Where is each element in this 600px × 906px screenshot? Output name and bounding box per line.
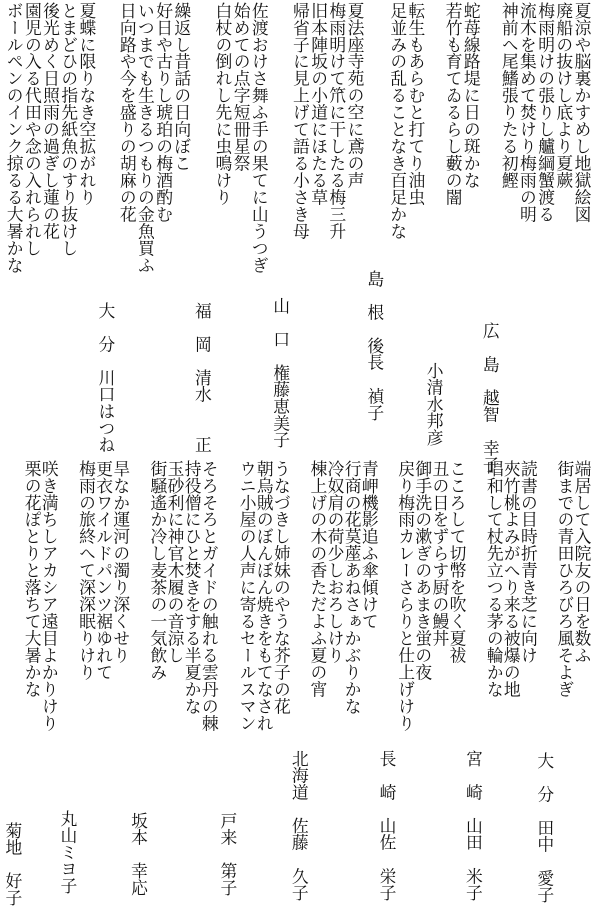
author-name: 長 崎 山佐 栄子: [377, 750, 398, 902]
author-name: 丸山ミヨ子: [57, 810, 78, 894]
haiku-text: 流木を集めて焚けり梅雨の明: [517, 2, 538, 223]
haiku-text: 街までの青田ひろびろ風そよぎ: [554, 460, 575, 698]
haiku-text: 唱和して杖先立つる茅の輪かな: [484, 460, 505, 698]
haiku-text: 佐渡おけさ舞ふ手の果てに山うつぎ: [249, 2, 270, 274]
author-name: 大 分 田中 愛子: [534, 752, 555, 904]
haiku-text: 白杖の倒れし先に虫鳴けり: [212, 2, 233, 206]
haiku-text: 好日や古りし琥珀の梅酒酌む: [153, 2, 174, 223]
haiku-text: 端居して入院友の日を数ふ: [572, 460, 592, 664]
author-name: 広 島 越智 幸子: [480, 322, 501, 474]
haiku-text: 夏涼や脳裏かすめし地獄絵図: [572, 2, 592, 223]
haiku-text: 梅雨明けて笊に干したる梅三升: [326, 2, 347, 240]
haiku-text: いつまでも生きるつもりの金魚買ふ: [135, 2, 156, 274]
author-name: 戸来 第子: [217, 812, 238, 896]
author-name: 宮 崎 山田 米子: [463, 750, 484, 902]
haiku-text: 朝烏賊のぼんぼん焼きをもてなされ: [254, 460, 275, 732]
haiku-text: 廃船の抜けし底より夏蕨: [553, 2, 574, 189]
haiku-text: 咲き満ちしアカシア遠目よかりけり: [39, 460, 60, 732]
haiku-text: 日向路や今を盛りの胡麻の花: [117, 2, 138, 223]
haiku-text: ウニ小屋の人声に寄るセールスマン: [237, 460, 258, 732]
author-name: 福 岡 清水 正: [192, 302, 213, 454]
haiku-text: 繰返し昔話の日向ぼこ: [171, 2, 192, 172]
author-name: 坂本 幸応: [128, 812, 149, 896]
haiku-text: 神前へ尾鰭張りたる初鰹: [499, 2, 520, 189]
author-name: 島 根 後長 禎子: [364, 270, 385, 422]
haiku-text: 丑の日をずらす厨の鰻丼: [429, 460, 450, 647]
haiku-text: 夏法座寺苑の空に鳶の声: [345, 2, 366, 189]
author-name: 北海道 佐藤 久子: [289, 750, 310, 902]
haiku-text: そろそろとガイドの触れる雲丹の棘: [199, 460, 220, 732]
haiku-text: 玉砂利に神官木履の音涼し: [165, 460, 186, 664]
haiku-column: [0, 2, 28, 454]
haiku-text: 更衣ワイルドパンツ裾ゆれて: [93, 460, 114, 681]
haiku-text: 行商の花茣蓙あねさぁかぶりかな: [342, 460, 363, 715]
haiku-text: 蛇苺線路堤に日の斑かな: [461, 2, 482, 189]
haiku-text: 足並みの乱ることなき百足かな: [387, 2, 408, 240]
haiku-text: 園児の入る代田や念の入れられし: [22, 2, 43, 257]
haiku-text: 冷奴肩の荷少しおろしけり: [325, 460, 345, 664]
haiku-text: 若竹も育てゐるらし藪の闇: [443, 2, 464, 206]
haiku-text: 梅雨の旅終へて深深眠りけり: [76, 460, 97, 681]
haiku-text: 旧本陣坂の小道にほたる草: [308, 2, 329, 206]
author-name: 大 分 川口はつね: [95, 302, 116, 454]
haiku-text: 旱なか運河の濁り深くせり: [110, 460, 131, 664]
haiku-text: とまどひの指先紙魚のすり抜けし: [58, 2, 79, 257]
haiku-text: 夏蝶に限りなき空拡がれり: [76, 2, 97, 206]
haiku-text: 青岬機影追ふ傘傾けて: [359, 460, 380, 630]
haiku-text: 夾竹桃よみがへり来る被爆の地: [501, 460, 522, 698]
author-column: [0, 460, 27, 904]
haiku-text: 街騒遙か冷し麦茶の一気飲み: [147, 460, 168, 681]
haiku-text: こころして切幣を吹く夏祓: [447, 460, 468, 664]
haiku-text: 棟上げの木の香ただよふ夏の宵: [307, 460, 328, 698]
haiku-text: 戻り梅雨カレーさらりと仕上げけり: [395, 460, 416, 732]
author-name: 菊地 好子: [2, 822, 23, 906]
haiku-text: 持役僧にひと焚きをする半夏かな: [182, 460, 203, 715]
haiku-text: 帰省子に見上げて語る小さき母: [290, 2, 311, 240]
haiku-text: ボールペンのインク掠るる大暑かな: [4, 2, 25, 274]
haiku-text: うなづきし姉妹のやうな芥子の花: [271, 460, 292, 715]
haiku-text: 読書の目時折青き芝に向け: [518, 460, 539, 664]
haiku-text: 梅雨明けの張りし艫綱蟹渡る: [535, 2, 556, 223]
author-name: 山 口 権藤恵美子: [270, 297, 291, 449]
haiku-text: 転生もあらむと打てり油虫: [405, 2, 426, 206]
haiku-text: 始めての点字短冊星祭: [231, 2, 252, 172]
haiku-text: 後光めく日照雨の過ぎし蓮の花: [40, 2, 61, 240]
haiku-text: 御手洗の漱ぎのあまき蛍の夜: [412, 460, 433, 681]
author-name: 小清水邦彦: [424, 362, 445, 446]
bottom-haiku-block: [4, 460, 596, 904]
haiku-text: 栗の花ぽとりと落ちて大暑かな: [22, 460, 43, 698]
top-haiku-block: [4, 2, 596, 474]
